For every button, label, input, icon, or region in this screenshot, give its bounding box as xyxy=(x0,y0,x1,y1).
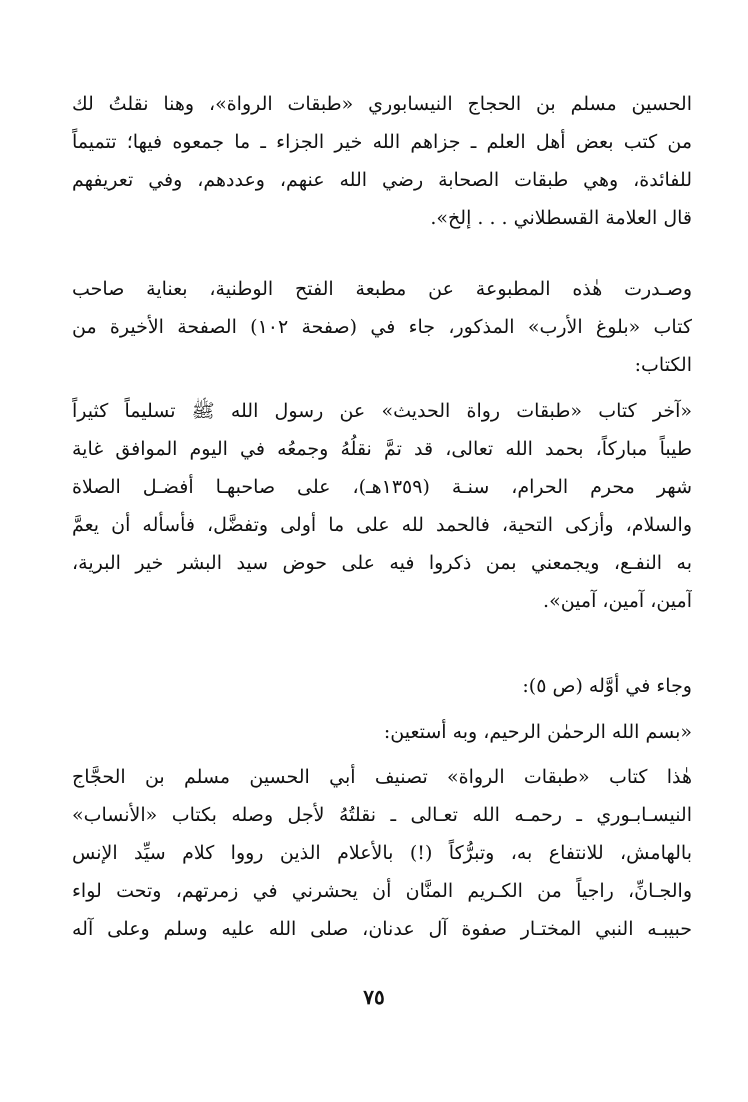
text-line: وجاء في أوَّله (ص ٥): xyxy=(522,675,692,697)
paragraph-edition-note xyxy=(72,270,692,384)
text-line: بالهامش، للانتفاع به، وتبرُّكاً (!) بالأعلام الذين رووا كلام سيِّد الإنس xyxy=(72,842,692,864)
text-line: والسلام، وأزكى التحية، فالحمد لله على ما أولى وتفضَّل، فأسأله أن يعمَّ xyxy=(72,514,692,536)
text-line: آمين، آمين، آمين». xyxy=(543,590,692,612)
text-line: هٰذا كتاب «طبقات الرواة» تصنيف أبي الحسين مسلم بن الحجَّاج xyxy=(72,766,692,788)
text-line: للفائدة، وهي طبقات الصحابة رضي الله عنهم، وعددهم، وفي تعريفهم xyxy=(72,169,692,191)
text-line: والجـانِّ، راجياً من الكـريم المنَّان أن يحشرني في زمرتهم، وتحت لواء xyxy=(72,880,692,902)
text-line: «آخر كتاب «طبقات رواة الحديث» عن رسول الله ﷺ تسليماً كثيراً xyxy=(72,400,692,422)
text-line: طيباً مباركاً، بحمد الله تعالى، قد تمَّ نقلُهُ وجمعُه في اليوم الموافق غاية xyxy=(72,438,692,460)
text-line: النيسـابـوري ـ رحمـه الله تعـالى ـ نقلتُهُ لأجل وصله بكتاب «الأنساب» xyxy=(72,804,692,826)
paragraph-basmala xyxy=(72,713,692,751)
text-line: من كتب بعض أهل العلم ـ جزاهم الله خير الجزاء ـ ما جمعوه فيها؛ تتميماً xyxy=(72,131,692,153)
text-line: «بسم الله الرحمٰن الرحيم، وبه أستعين: xyxy=(383,721,692,743)
paragraph-beginning-note xyxy=(72,667,692,705)
text-line: قال العلامة القسطلاني . . . إلخ». xyxy=(430,207,692,229)
paragraph-book-preface xyxy=(72,758,692,948)
text-line: به النفـع، ويجمعني بمن ذكروا فيه على حوض سيد البشر خير البرية، xyxy=(72,552,692,574)
paragraph-colophon-quote xyxy=(72,392,692,620)
text-line: شهر محرم الحرام، سنـة (١٣٥٩هـ)، على صاحبهـا أفضـل الصلاة xyxy=(72,476,692,498)
text-line: الحسين مسلم بن الحجاج النيسابوري «طبقات الرواة»، وهنا نقلتُ لك xyxy=(72,93,692,115)
text-line: وصـدرت هٰذه المطبوعة عن مطبعة الفتح الوطنية، بعناية صاحب xyxy=(72,278,692,300)
page-number: ٧٥ xyxy=(363,985,385,1009)
text-line: كتاب «بلوغ الأرب» المذكور، جاء في (صفحة ١٠٢) الصفحة الأخيرة من xyxy=(72,316,692,338)
text-line: حبيبـه النبي المختـار صفوة آل عدنان، صلى الله عليه وسلم وعلى آله xyxy=(72,918,692,940)
text-line: الكتاب: xyxy=(634,354,692,376)
paragraph-tabaqat-intro xyxy=(72,85,692,237)
